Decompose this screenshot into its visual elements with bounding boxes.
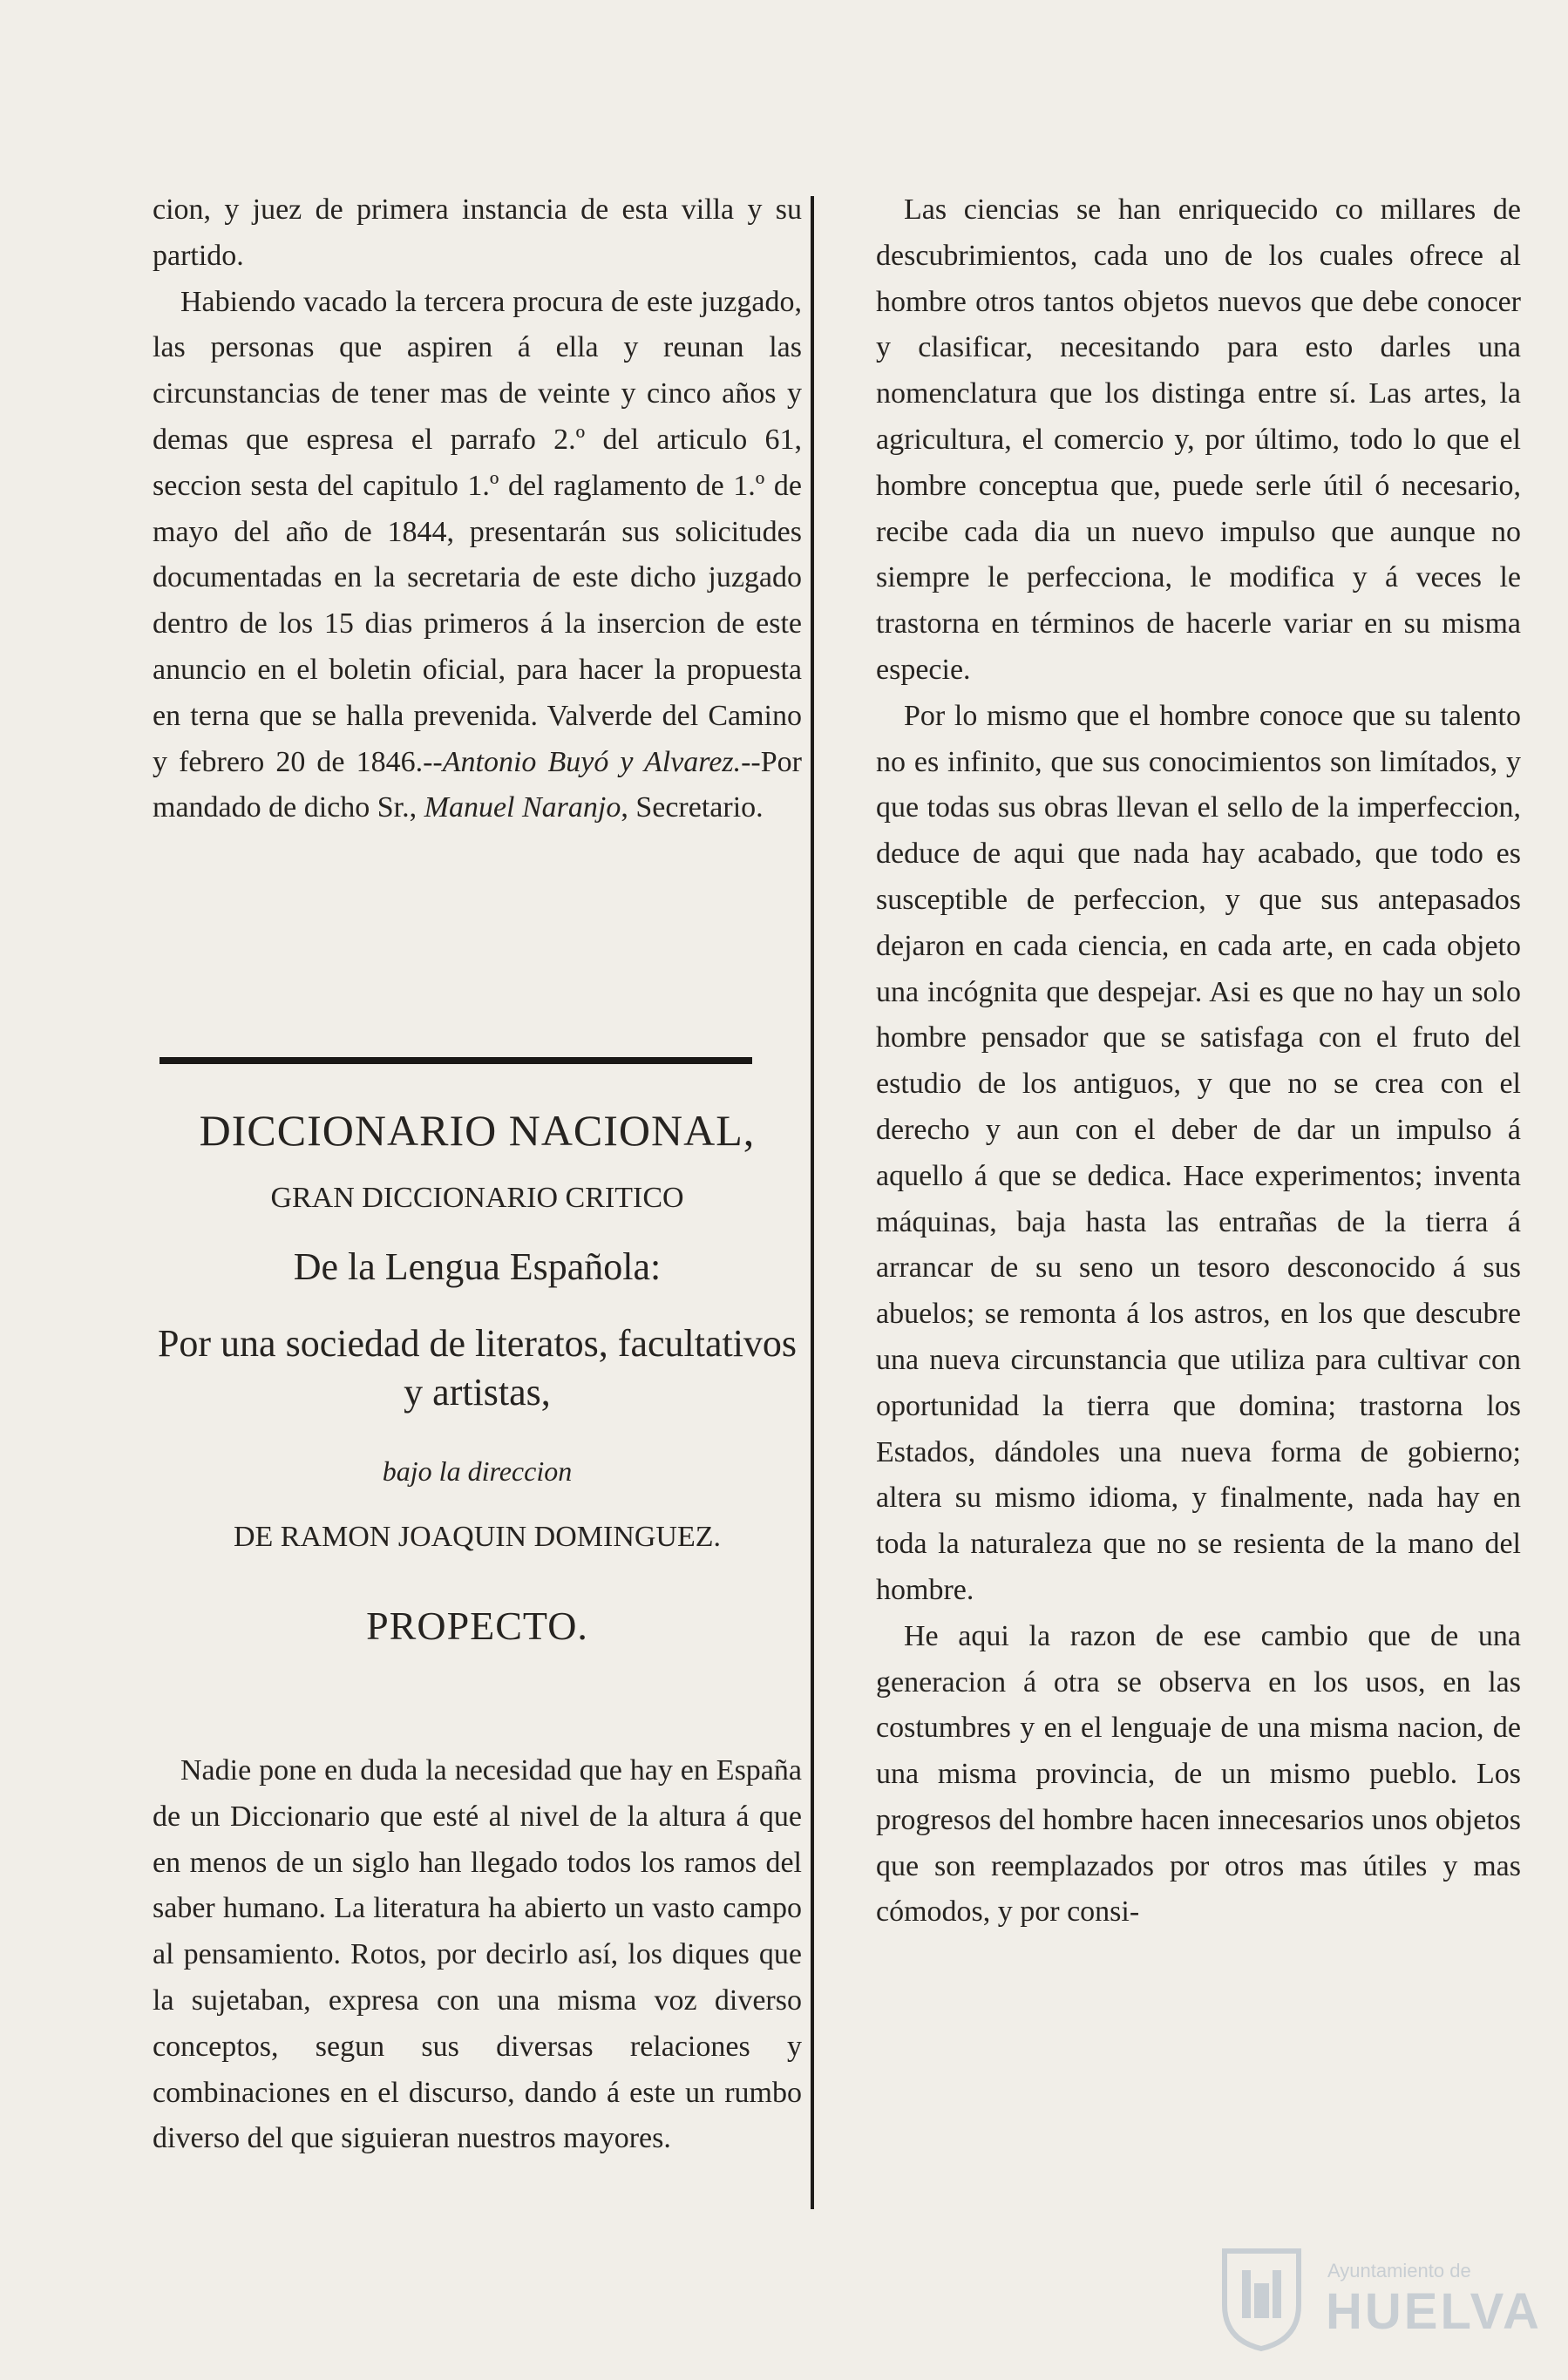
paragraph-ciencias: Las ciencias se han enriquecido co millares de descubrimientos, cada uno de los cuales ofrece al hombre otros tantos objetos nuevos que debe conocer y clasificar, necesitando para esto darles una nomenclatura que los distinga entre sí. Las artes, la agricultura, el comercio y, por último, todo lo que el hombre conceptua que, puede serle útil ó necesario, recibe cada dia un nuevo impulso que aunque no siempre le perfecciona, le modifica y á veces le trastorna en términos de hacerle variar en su misma especie.: [876, 193, 1521, 686]
left-column-body: [153, 1748, 802, 2162]
masthead-title: DICCIONARIO NACIONAL,: [199, 1106, 756, 1155]
watermark-line2: HUELVA: [1326, 2283, 1542, 2340]
masthead-subtitle: GRAN DICCIONARIO CRITICO: [270, 1182, 684, 1214]
paragraph-talento: Por lo mismo que el hombre conoce que su talento no es infinito, que sus conocimientos son limítados, y que todas sus obras llevan el sello de la imperfeccion, deduce de aqui que nada hay acabado, que todo es susceptible de perfeccion, y que sus antepasados dejaron en cada ciencia, en cada arte, en cada objeto una incógnita que despejar. Asi es que no hay un solo hombre pensador que se satisfaga con el fruto del estudio de los antiguos, y que no se crea con el derecho y aun con el deber de dar un impulso á aquello á que se dedica. Hace experimentos; inventa máquinas, baja hasta las entrañas de la tierra á arrancar de su seno un tesoro desconocido á sus abuelos; se remonta á los astros, en los que descubre una nueva circunstancia que utiliza para cultivar con oportunidad la tierra que domina; trastorna los Estados, dándoles una nueva forma de gobierno; altera su mismo idioma, y finalmente, nada hay en toda la naturaleza que no se resienta de la mano del hombre.: [876, 699, 1521, 1606]
paragraph-nadie: Nadie pone en duda la necesidad que hay en España de un Diccionario que esté al nivel de la altura á que en menos de un siglo han llegado todos los ramos del saber humano. La literatura ha abierto un vasto campo al pensamiento. Rotos, por decirlo así, los diques que la sujetaban, expresa con una misma voz diverso conceptos, segun sus diversas relaciones y combinaciones en el discurso, dando á este un rumbo diverso del que siguieran nuestros mayores.: [153, 1754, 802, 2155]
paragraph-cambio: He aqui la razon de ese cambio que de una generacion á otra se observa en los usos, en las costumbres y en el lenguaje de una misma nacion, de una misma provincia, de un mismo pueblo. Los progresos del hombre hacen innecesarios unos objetos que son reemplazados por otros mas útiles y mas cómodos, y por consi-: [876, 1619, 1521, 1929]
masthead-director: DE RAMON JOAQUIN DOMINGUEZ.: [233, 1521, 722, 1553]
paragraph-villa: cion, y juez de primera instancia de esta villa y su partido.: [153, 193, 802, 272]
secretary-title: , Secretario.: [621, 791, 764, 824]
masthead-society: Por una sociedad de literatos, facultativos y artistas,: [157, 1322, 798, 1414]
right-column: [876, 187, 1521, 1936]
watermark-line1: Ayuntamiento de: [1327, 2260, 1471, 2282]
masthead-lengua: De la Lengua Española:: [293, 1245, 662, 1288]
left-column-top: [153, 187, 802, 831]
coat-of-arms-icon: [1207, 2244, 1316, 2353]
column-rule: [811, 196, 814, 2209]
signatory-name: Antonio Buyó y Alvarez.: [442, 745, 742, 778]
mandado-text: --Por mandado de dicho Sr.,: [153, 745, 802, 824]
masthead: [153, 1098, 802, 1670]
masthead-propecto: PROPECTO.: [366, 1604, 588, 1648]
archive-watermark: [1207, 2244, 1542, 2353]
section-divider: [160, 1057, 752, 1064]
masthead-bajo: bajo la direccion: [382, 1455, 573, 1487]
paragraph-procura: [153, 280, 802, 832]
secretary-name: Manuel Naranjo: [424, 791, 621, 824]
procura-text: Habiendo vacado la tercera procura de este juzgado, las personas que aspiren á ella y reunan las circunstancias de tener mas de veinte y cinco años y demas que espresa el parrafo 2.º del articulo 61, seccion sesta del capitulo 1.º del raglamento de 1.º de mayo del año de 1844, presentarán sus solicitudes documentadas en la secretaria de este dicho juzgado dentro de los 15 dias primeros á la insercion de este anuncio en el boletin oficial, para hacer la propuesta en terna que se halla prevenida. Valverde del Camino y febrero 20 de 1846.--: [153, 285, 802, 778]
